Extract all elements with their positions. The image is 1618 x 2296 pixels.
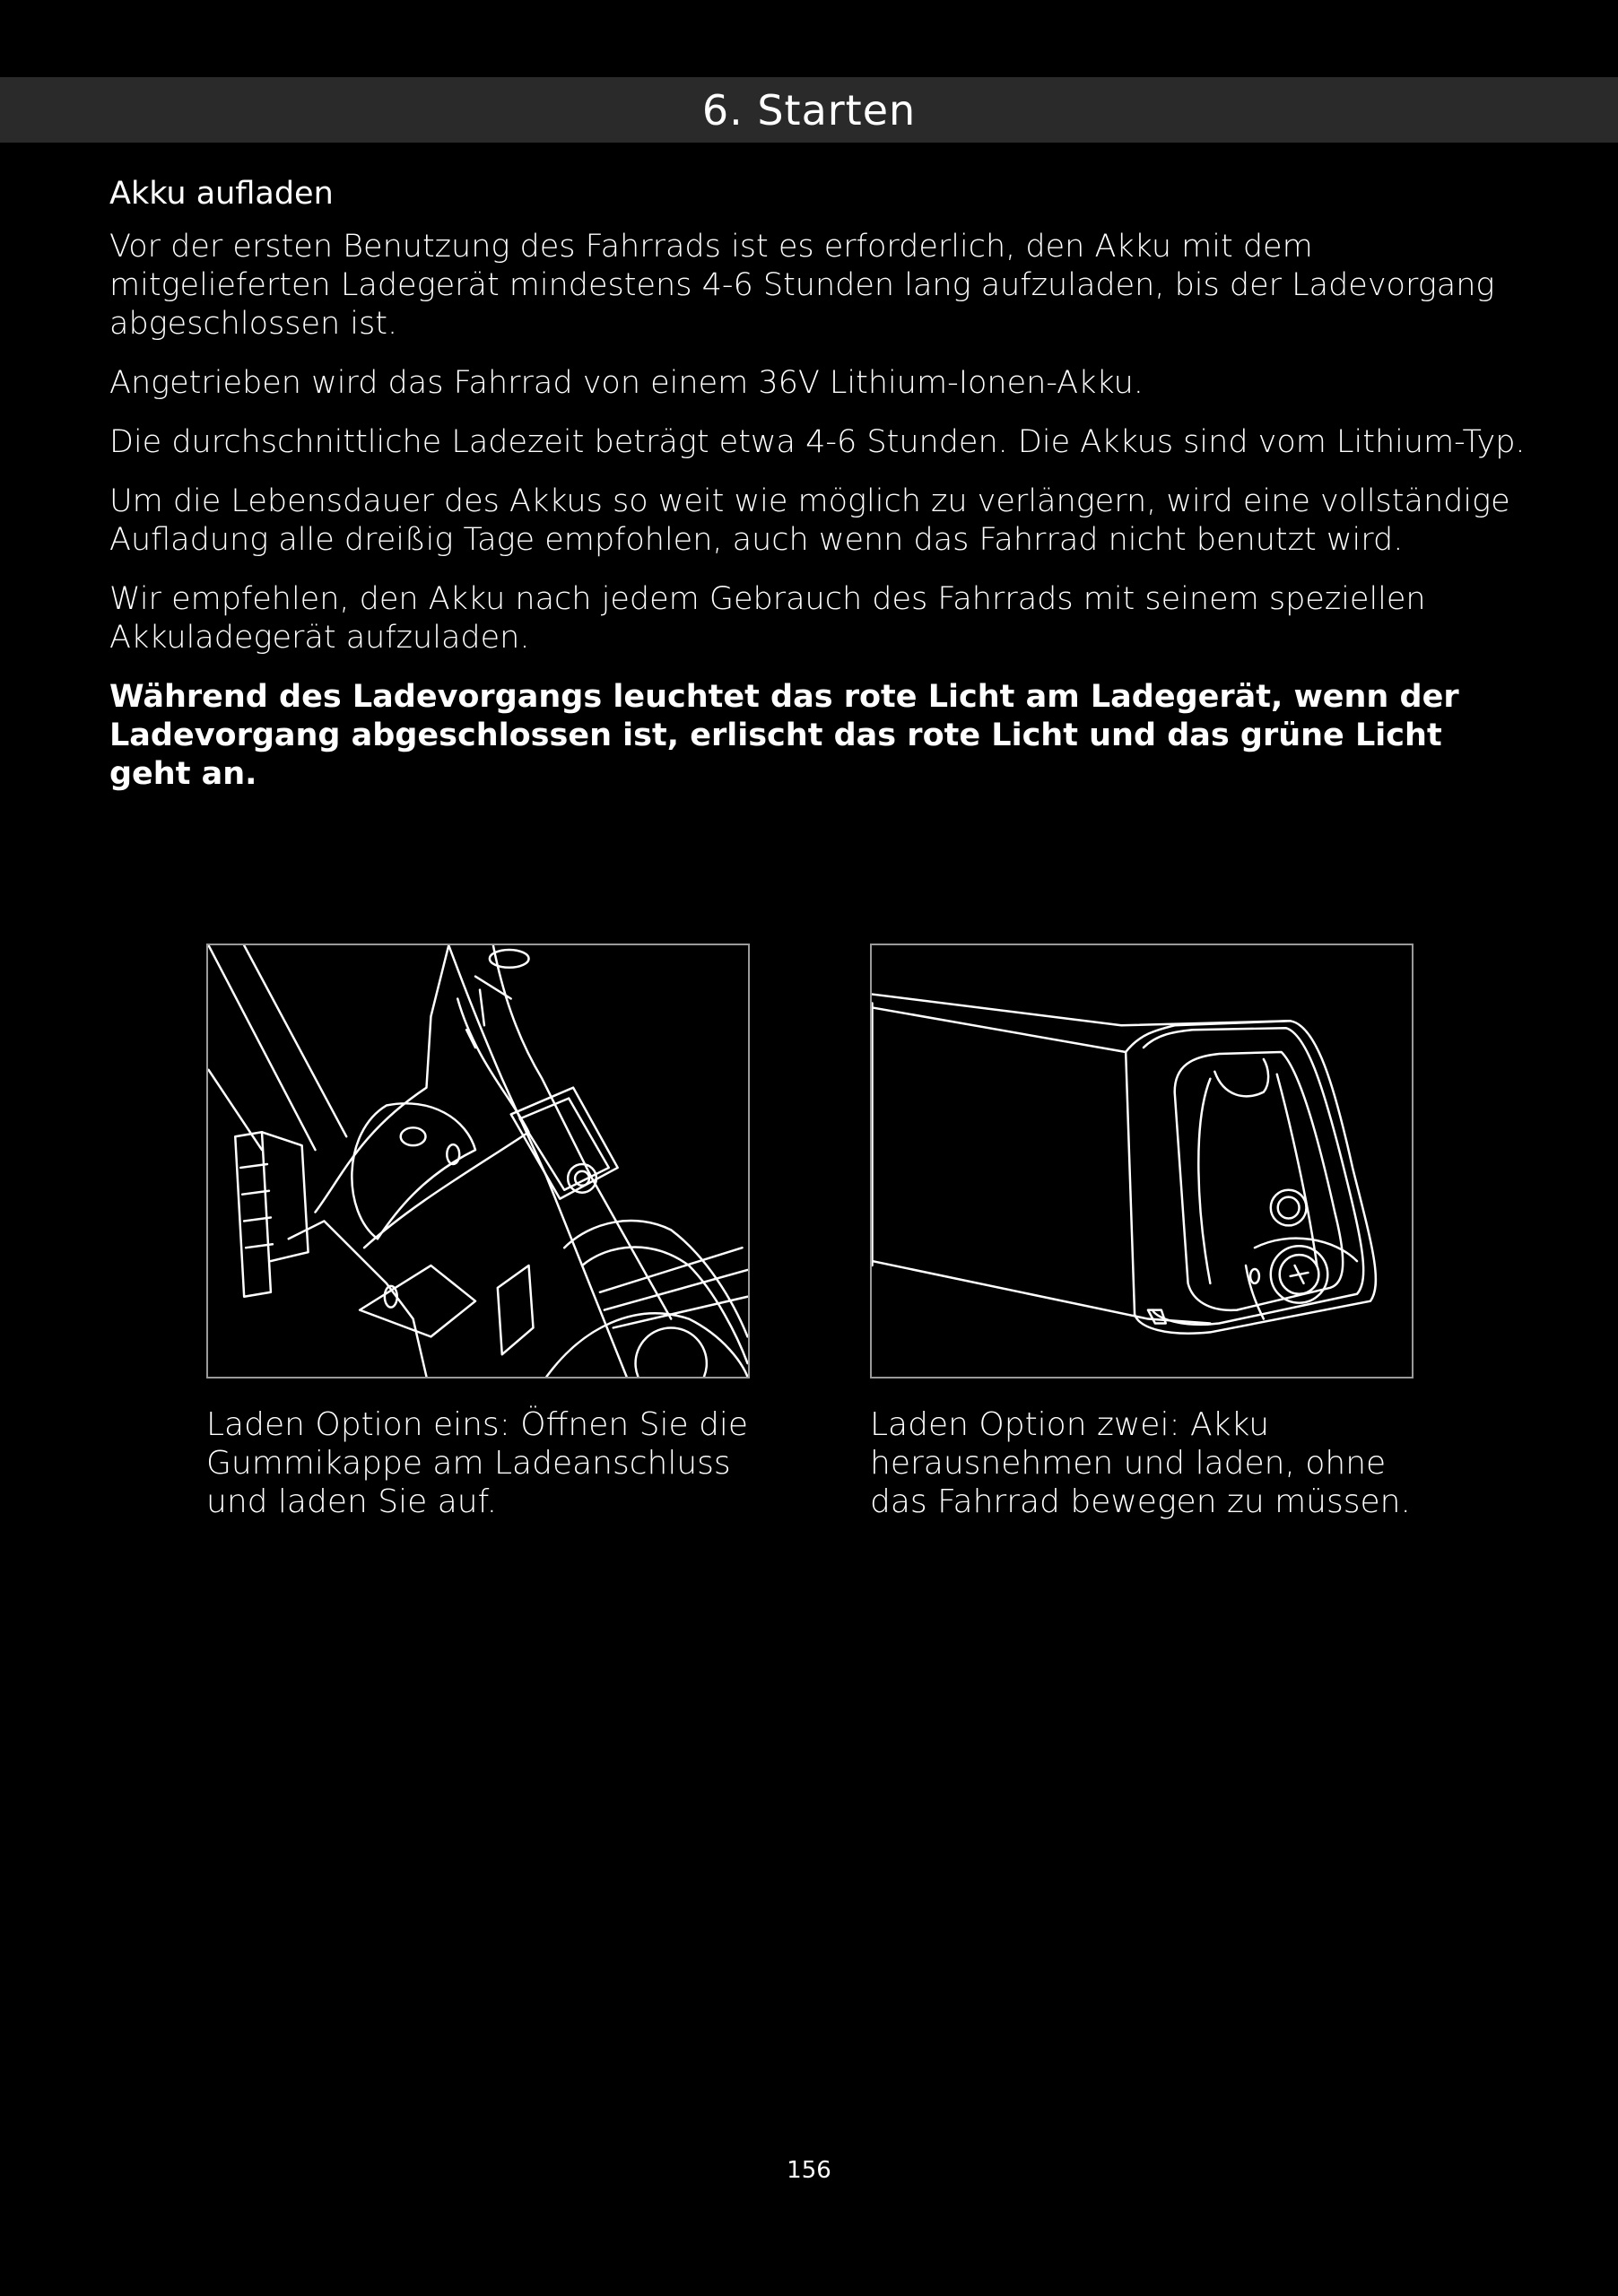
figure-caption-option-two: Laden Option zwei: Akku herausnehmen und laden, ohne das Fahrrad bewegen zu müssen. bbox=[870, 1406, 1411, 1520]
paragraph-lifespan: Um die Lebensdauer des Akkus so weit wie möglich zu verlängern, wird eine vollständige Aufladung alle dreißig Tage empfohlen, auch wenn das Fahrrad nicht benutzt wird. bbox=[109, 483, 1510, 558]
section-header-bar bbox=[0, 77, 1618, 143]
figure-charging-port-illustration bbox=[206, 944, 750, 1378]
paragraph-recommendation: Wir empfehlen, den Akku nach jedem Gebrauch des Fahrrads mit seinem speziellen Akkuladegerät aufzuladen. bbox=[109, 581, 1426, 656]
paragraph-battery-type: Angetrieben wird das Fahrrad von einem 36V Lithium-Ionen-Akku. bbox=[109, 365, 1144, 401]
figure-battery-illustration bbox=[870, 944, 1414, 1378]
paragraph-charge-time: Die durchschnittliche Ladezeit beträgt etwa 4-6 Stunden. Die Akkus sind vom Lithium-Typ. bbox=[109, 424, 1526, 460]
figure-caption-option-one: Laden Option eins: Öffnen Sie die Gummikappe am Ladeanschluss und laden Sie auf. bbox=[206, 1406, 749, 1520]
page-number: 156 bbox=[787, 2157, 831, 2184]
section-title: 6. Starten bbox=[701, 85, 917, 135]
paragraph-first-use: Vor der ersten Benutzung des Fahrrads ist es erforderlich, den Akku mit dem mitgelieferten Ladegerät mindestens 4-6 Stunden lang aufzuladen, bis der Ladevorgang abgeschlossen ist. bbox=[109, 229, 1495, 342]
paragraph-charge-indicator: Während des Ladevorgangs leuchtet das rote Licht am Ladegerät, wenn der Ladevorgang abgeschlossen ist, erlischt das rote Licht und das grüne Licht geht an. bbox=[109, 679, 1459, 792]
subsection-heading: Akku aufladen bbox=[109, 176, 334, 212]
main-content bbox=[109, 176, 1527, 814]
